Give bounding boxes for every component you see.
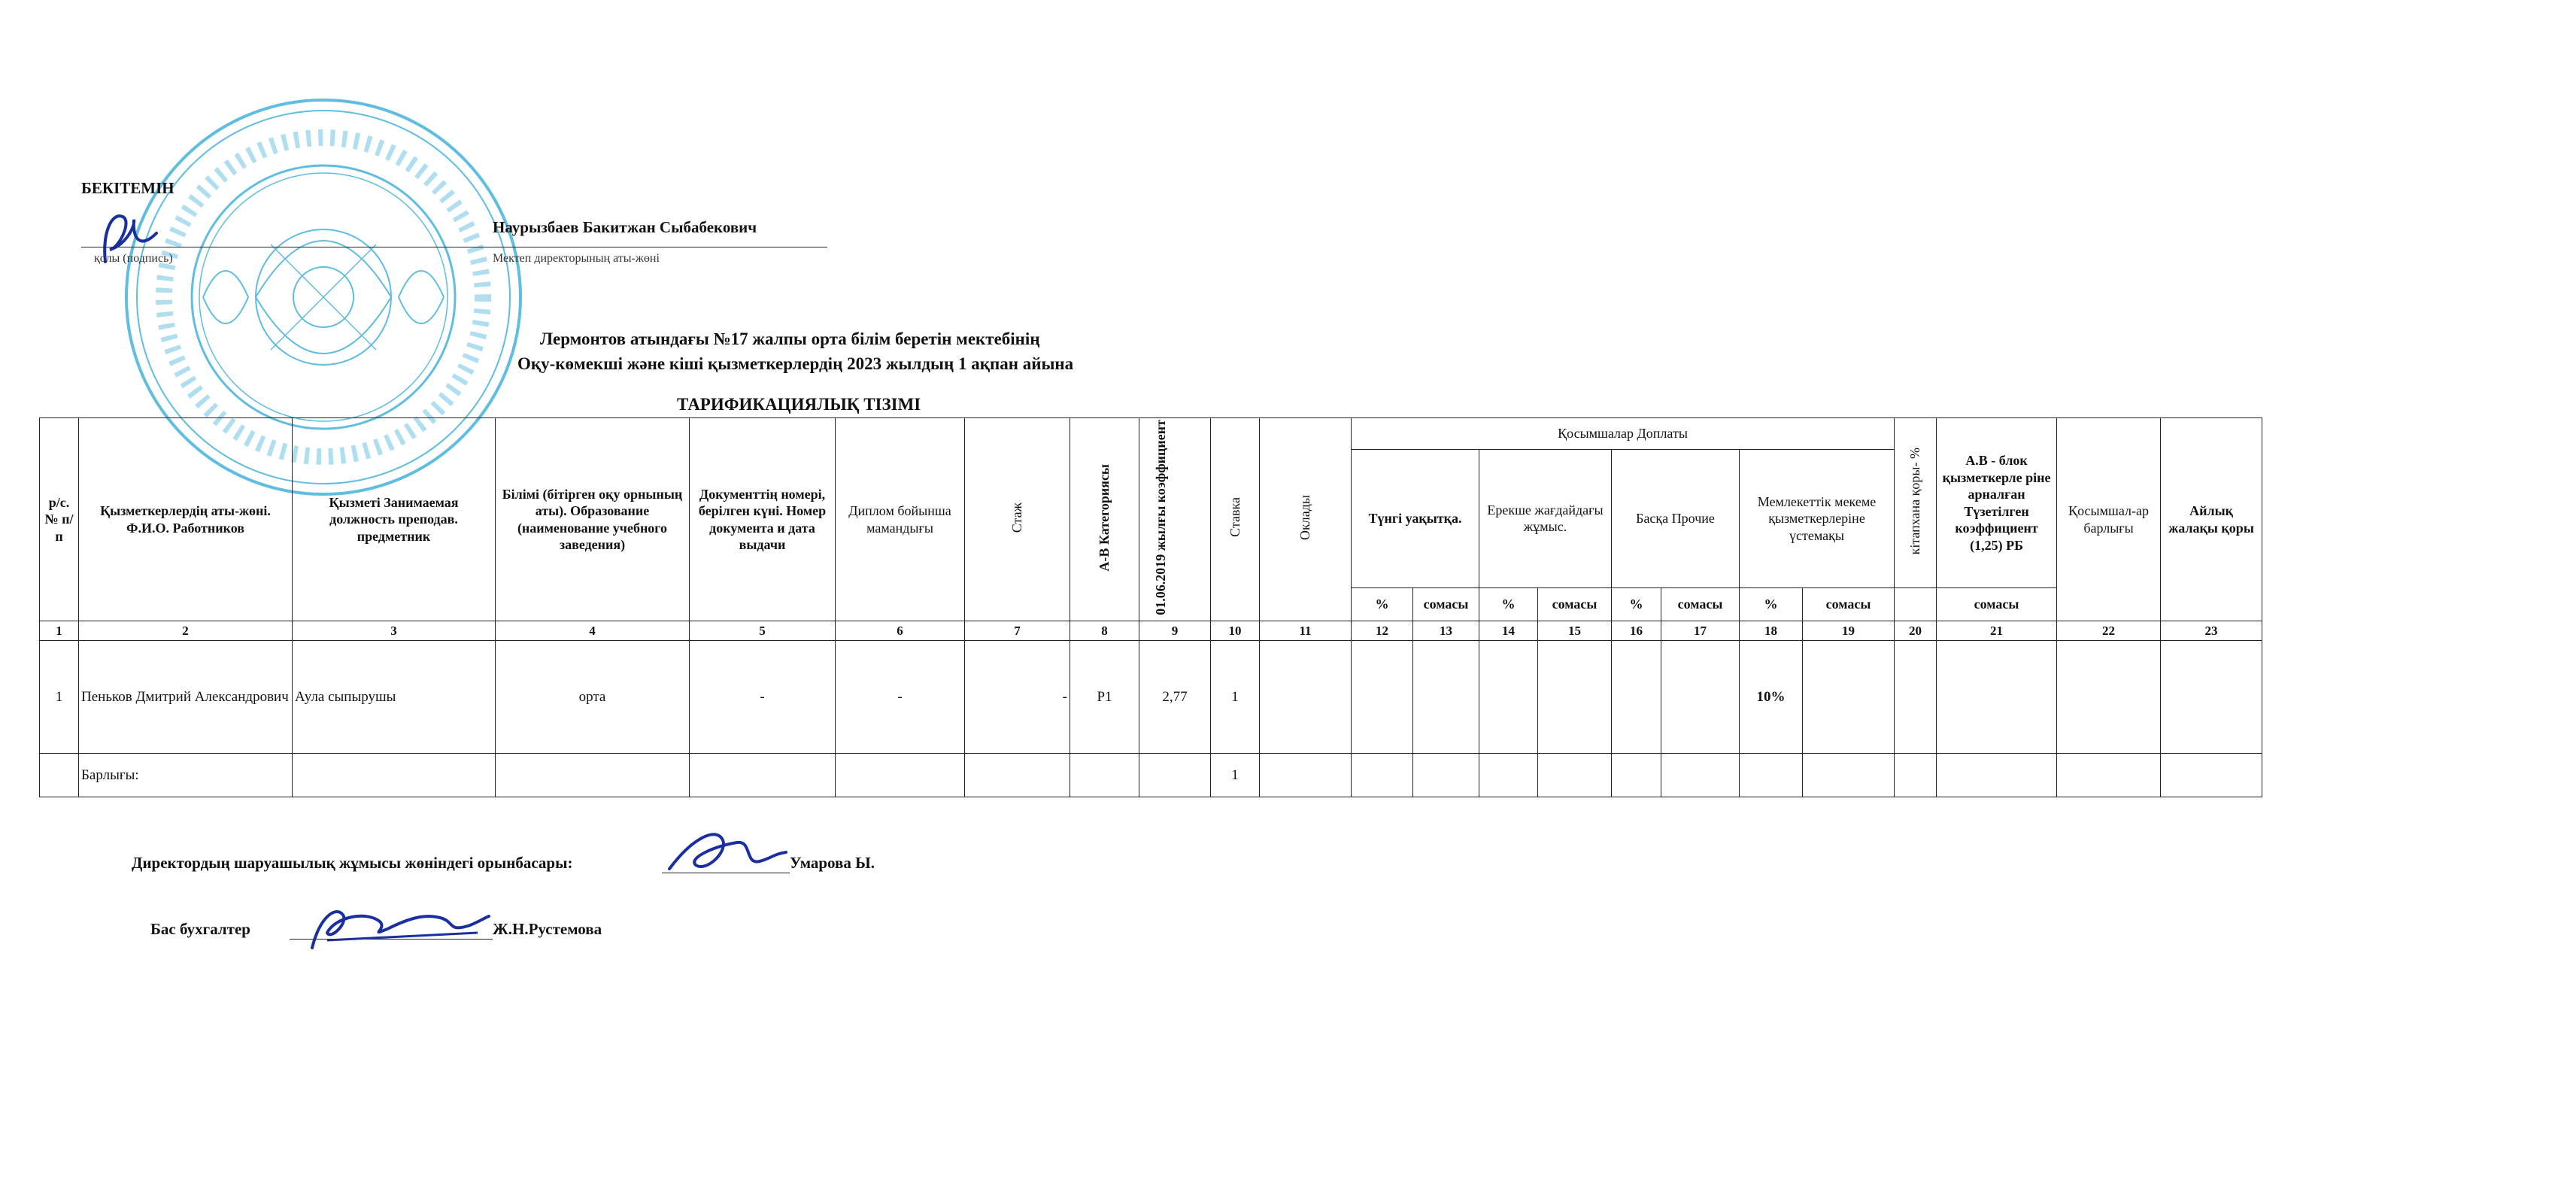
cell-stazh: - xyxy=(965,641,1070,754)
cell-empty xyxy=(1260,754,1352,797)
col-number: 7 xyxy=(965,621,1070,641)
header-total-dop: Қосымшал-ар барлығы xyxy=(2057,418,2161,621)
header-stavka: Ставка xyxy=(1211,418,1260,621)
col-number: 5 xyxy=(690,621,836,641)
deputy-name: Умарова Ы. xyxy=(790,854,875,872)
header-other: Басқа Прочие xyxy=(1612,449,1740,588)
col-number: 4 xyxy=(496,621,690,641)
cell-diploma: - xyxy=(836,641,965,754)
col-number: 9 xyxy=(1139,621,1211,641)
cell-category: Р1 xyxy=(1070,641,1139,754)
col-number: 13 xyxy=(1413,621,1479,641)
total-stavka: 1 xyxy=(1211,754,1260,797)
header-document: Документтің номері, берілген күні. Номер документа и дата выдачи xyxy=(690,418,836,621)
header-position: Қызметі Занимаемая должность преподав. предметник xyxy=(293,418,496,621)
header-sum: сомасы xyxy=(1538,588,1612,621)
cell-empty xyxy=(1070,754,1139,797)
cell-position: Аула сыпырушы xyxy=(293,641,496,754)
header-coef: 01.06.2019 жылғы коэффициент xyxy=(1139,418,1211,621)
cell-empty xyxy=(1803,754,1895,797)
header-pct: % xyxy=(1352,588,1413,621)
table-row xyxy=(40,641,2262,754)
deputy-signature xyxy=(662,824,790,884)
cell-coef: 2,77 xyxy=(1139,641,1211,754)
signature-caption: қолы (подпись) xyxy=(94,252,173,265)
cell-night-sum xyxy=(1413,641,1479,754)
approve-label: БЕКІТЕМІН xyxy=(81,179,174,197)
col-number: 20 xyxy=(1895,621,1937,641)
header-dop-group: Қосымшалар Доплаты xyxy=(1352,418,1895,450)
cell-empty xyxy=(690,754,836,797)
cell-num: 1 xyxy=(40,641,79,754)
header-monthly: Айлық жалақы қоры xyxy=(2161,418,2262,621)
cell-empty xyxy=(1740,754,1803,797)
cell-empty xyxy=(1937,754,2057,797)
cell-education: орта xyxy=(496,641,690,754)
cell-empty xyxy=(2057,754,2161,797)
cell-empty xyxy=(965,754,1070,797)
header-diploma: Диплом бойынша мамандығы xyxy=(836,418,965,621)
cell-empty xyxy=(836,754,965,797)
header-sum: сомасы xyxy=(1803,588,1895,621)
header-state: Мемлекеттік мекеме қызметкерлеріне үстемақы xyxy=(1740,449,1895,588)
col-number: 23 xyxy=(2161,621,2262,641)
cell-empty xyxy=(1538,754,1612,797)
document-title: ТАРИФИКАЦИЯЛЫҚ ТІЗІМІ xyxy=(677,395,921,414)
header-name: Қызметкерлердің аты-жөні. Ф.И.О. Работников xyxy=(79,418,293,621)
cell-state-sum xyxy=(1803,641,1895,754)
total-row xyxy=(40,754,2262,797)
accountant-name: Ж.Н.Рустемова xyxy=(493,920,602,938)
cell-empty xyxy=(1413,754,1479,797)
header-stazh: Стаж xyxy=(965,418,1070,621)
col-number: 11 xyxy=(1260,621,1352,641)
cell-state-pct: 10% xyxy=(1740,641,1803,754)
header-empty xyxy=(1895,588,1937,621)
cell-special-sum xyxy=(1538,641,1612,754)
header-category: А-В Категориясы xyxy=(1070,418,1139,621)
header-sum: сомасы xyxy=(1937,588,2057,621)
cell-empty xyxy=(293,754,496,797)
header-education: Білімі (бітірген оқу орнының аты). Образование (наименование учебного заведения) xyxy=(496,418,690,621)
column-numbers-row xyxy=(40,621,2262,641)
cell-other-sum xyxy=(1661,641,1740,754)
director-name: Наурызбаев Бакитжан Сыбабекович xyxy=(493,218,757,236)
header-oklad: Оклады xyxy=(1260,418,1352,621)
header-night: Түнгі уақытқа. xyxy=(1352,449,1479,588)
cell-special-pct xyxy=(1479,641,1538,754)
accountant-signature xyxy=(297,895,493,955)
cell-night-pct xyxy=(1352,641,1413,754)
cell-oklad xyxy=(1260,641,1352,754)
col-number: 17 xyxy=(1661,621,1740,641)
title-school: Лермонтов атындағы №17 жалпы орта білім беретін мектебінің xyxy=(540,329,1040,348)
col-number: 18 xyxy=(1740,621,1803,641)
cell-empty xyxy=(40,754,79,797)
cell-total-dop xyxy=(2057,641,2161,754)
cell-empty xyxy=(1352,754,1413,797)
cell-empty xyxy=(1139,754,1211,797)
total-label: Барлығы: xyxy=(79,754,293,797)
deputy-label: Директордың шаруашылық жұмысы жөніндегі орынбасары: xyxy=(132,854,573,872)
cell-empty xyxy=(1661,754,1740,797)
col-number: 14 xyxy=(1479,621,1538,641)
header-ab-block: А.В - блок қызметкерле ріне арналған Түзетілген коэффициент (1,25) РБ xyxy=(1937,418,2057,588)
header-sum: сомасы xyxy=(1661,588,1740,621)
cell-monthly xyxy=(2161,641,2262,754)
cell-document: - xyxy=(690,641,836,754)
header-pct: % xyxy=(1479,588,1538,621)
director-caption: Мектеп директорының аты-жөні xyxy=(493,252,660,265)
header-sum: сомасы xyxy=(1413,588,1479,621)
col-number: 8 xyxy=(1070,621,1139,641)
col-number: 22 xyxy=(2057,621,2161,641)
cell-empty xyxy=(496,754,690,797)
col-number: 16 xyxy=(1612,621,1661,641)
cell-empty xyxy=(2161,754,2262,797)
col-number: 19 xyxy=(1803,621,1895,641)
col-number: 12 xyxy=(1352,621,1413,641)
header-library: кітапхана қоры- % xyxy=(1895,418,1937,588)
col-number: 3 xyxy=(293,621,496,641)
col-number: 21 xyxy=(1937,621,2057,641)
cell-empty xyxy=(1895,754,1937,797)
accountant-label: Бас бухгалтер xyxy=(150,920,250,938)
cell-library xyxy=(1895,641,1937,754)
col-number: 15 xyxy=(1538,621,1612,641)
cell-ab-block xyxy=(1937,641,2057,754)
cell-stavka: 1 xyxy=(1211,641,1260,754)
header-num: р/с. № п/п xyxy=(40,418,79,621)
cell-empty xyxy=(1479,754,1538,797)
cell-name: Пеньков Дмитрий Александрович xyxy=(79,641,293,754)
col-number: 6 xyxy=(836,621,965,641)
header-special: Ерекше жағдайдағы жұмыс. xyxy=(1479,449,1612,588)
col-number: 2 xyxy=(79,621,293,641)
header-pct: % xyxy=(1740,588,1803,621)
cell-other-pct xyxy=(1612,641,1661,754)
tariff-table xyxy=(39,417,2262,797)
col-number: 10 xyxy=(1211,621,1260,641)
cell-empty xyxy=(1612,754,1661,797)
title-period: Оқу-көмекші және кіші қызметкерлердің 2023 жылдың 1 ақпан айына xyxy=(517,354,1074,373)
header-pct: % xyxy=(1612,588,1661,621)
col-number: 1 xyxy=(40,621,79,641)
